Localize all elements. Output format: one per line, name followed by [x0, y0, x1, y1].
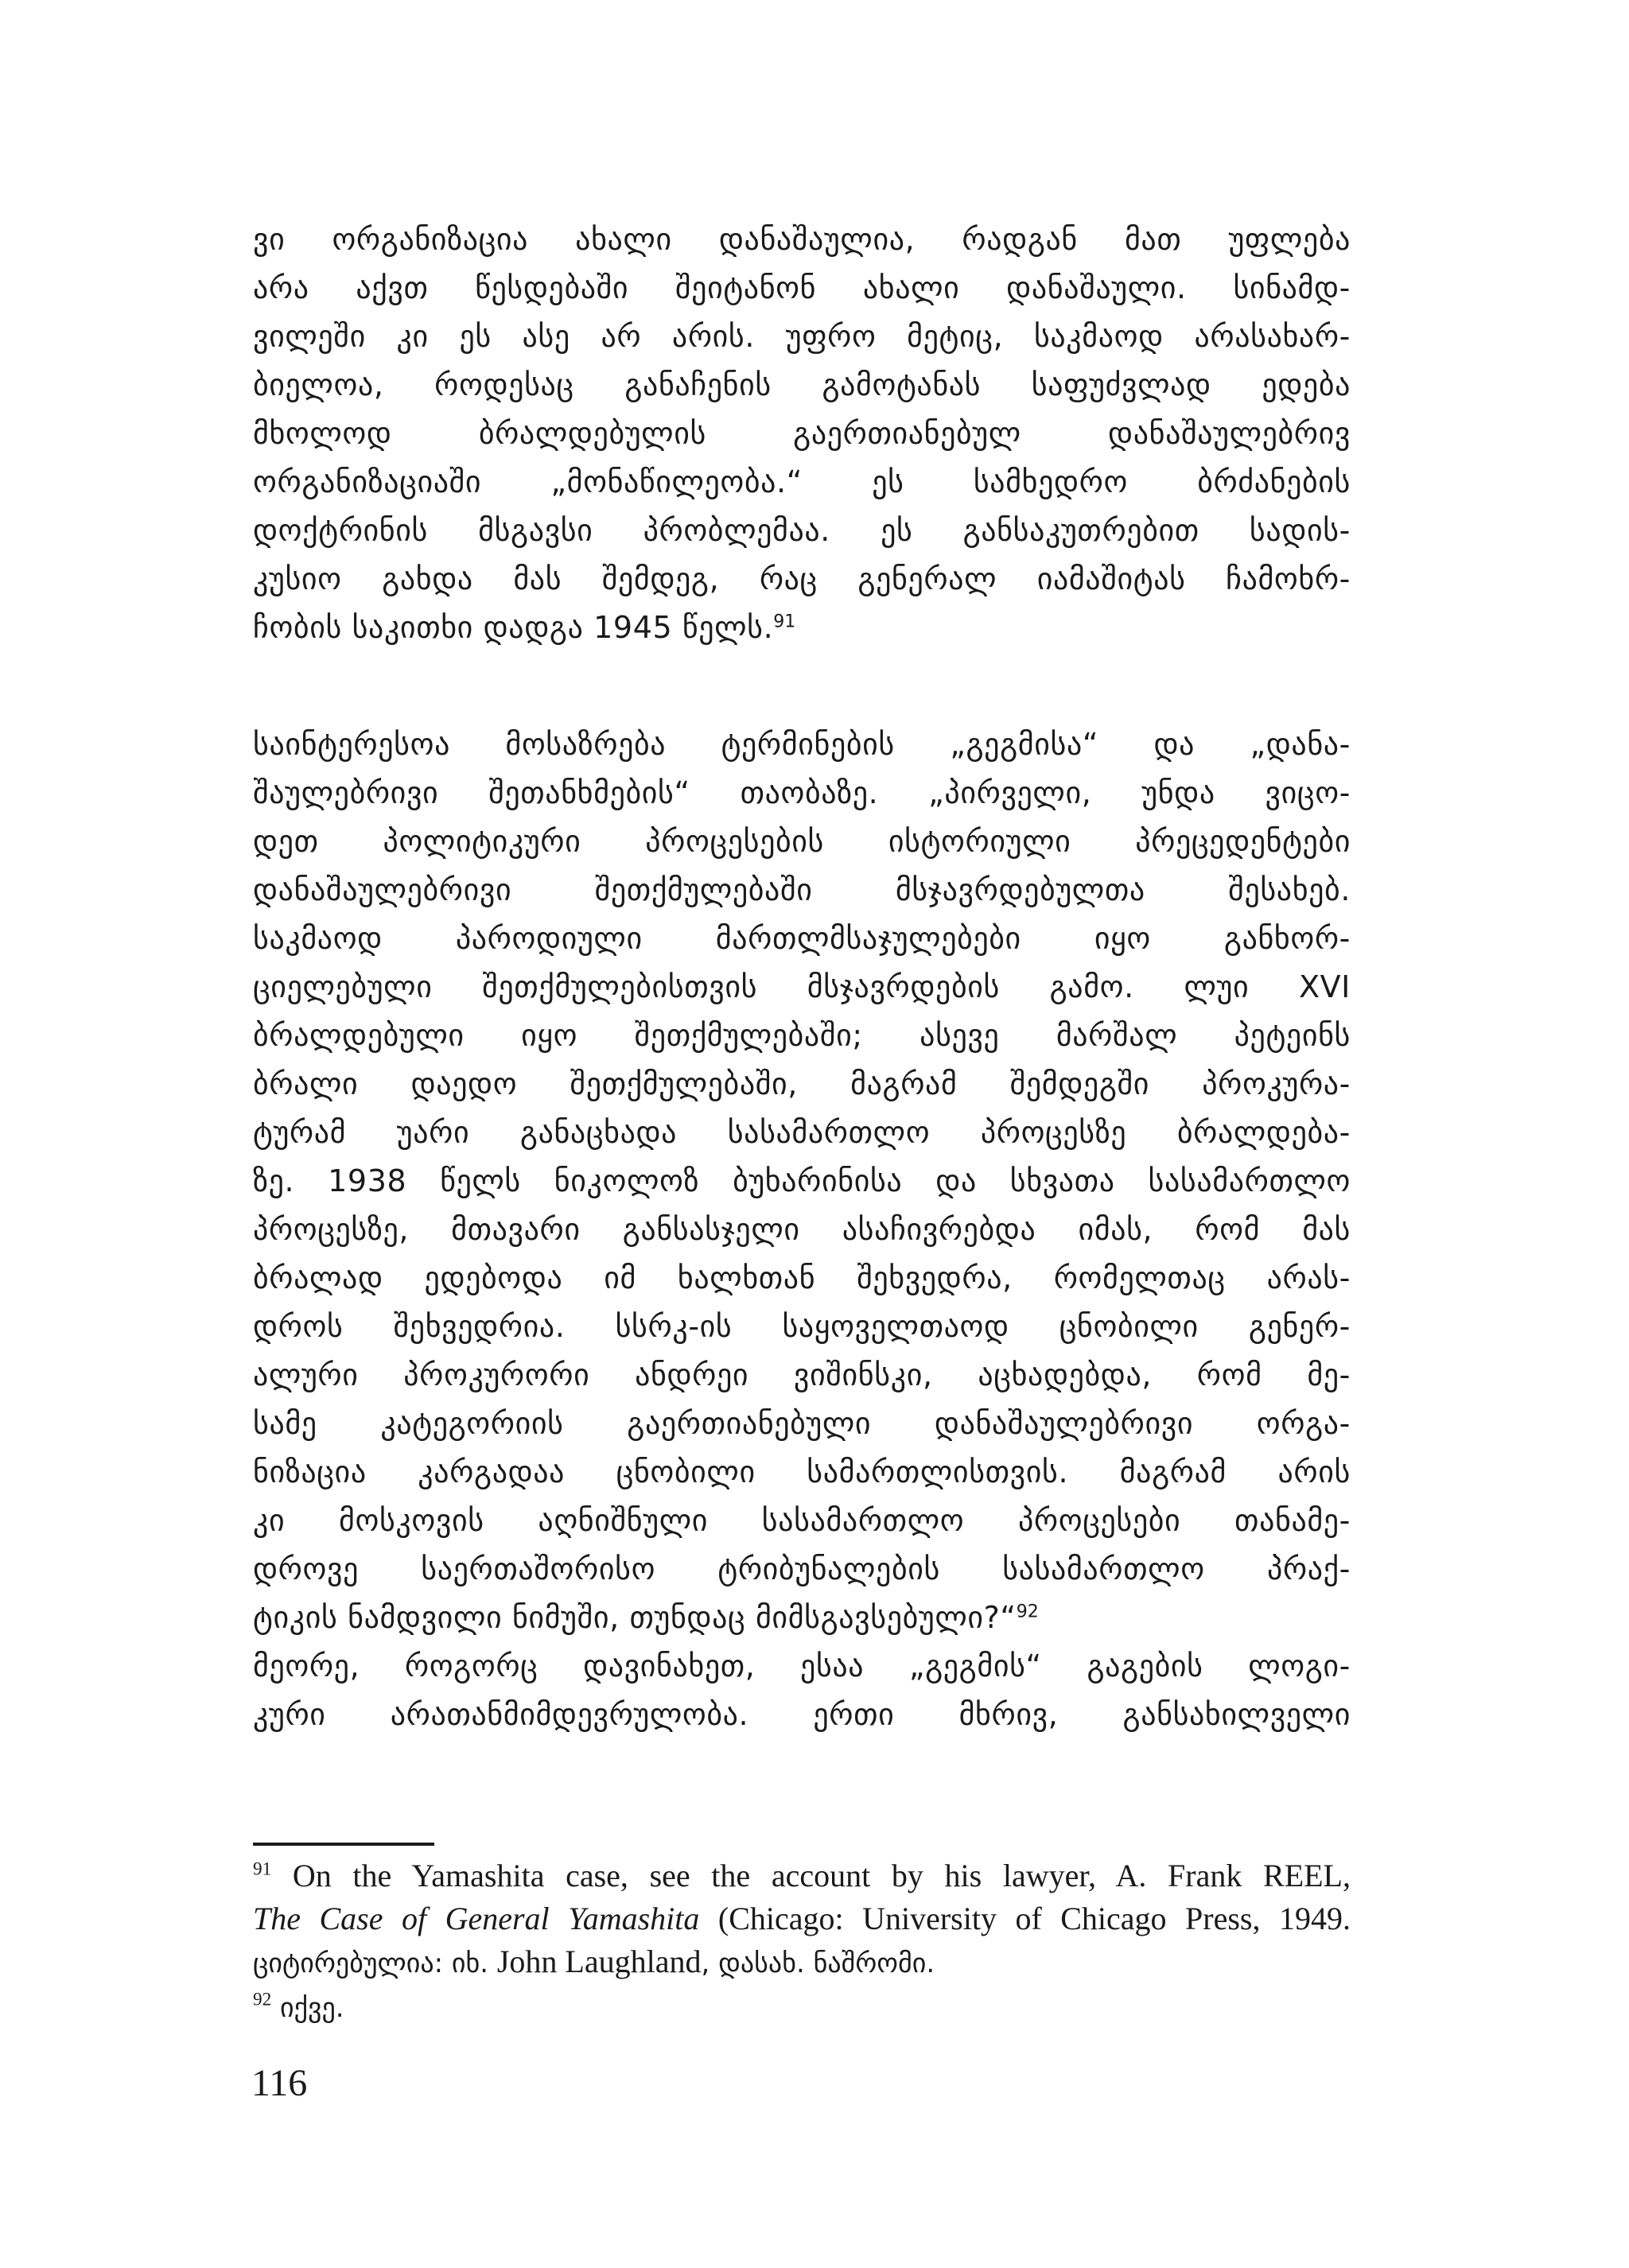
body-line-paragraph-end [253, 603, 1351, 652]
footnote-92-line [253, 1985, 1351, 2028]
footnote-text: (Chicago: University of Chicago Press, 1949. [699, 1901, 1351, 1936]
cited-book-title: The Case of General Yamashita [253, 1901, 700, 1936]
body-line: პროცესზე, მთავარი განსასჯელი ასაჩივრებდა იმას, რომ მას [253, 1212, 1351, 1247]
body-line-paragraph-end [253, 1593, 1351, 1642]
footnote-91-line [253, 1854, 1351, 1897]
cited-author: John Laughland [496, 1944, 702, 1979]
footnote-marker-91: 91 [253, 1858, 272, 1880]
body-line: ვილეში კი ეს ასე არ არის. უფრო მეტიც, საკმაოდ არასახარ- [253, 319, 1351, 354]
footnote-text: იქვე. [271, 1992, 344, 2024]
body-line: მეორე, როგორც დავინახეთ, ესაა „გეგმის“ გაგების ლოგი- [253, 1649, 1351, 1684]
body-line: ნიზაცია კარგადაა ცნობილი სამართლისთვის. მაგრამ არის [253, 1454, 1351, 1489]
body-line: ალური პროკურორი ანდრეი ვიშინსკი, აცხადებდა, რომ მე- [253, 1357, 1351, 1392]
body-line: დანაშაულებრივი შეთქმულებაში მსჯავრდებულთა შესახებ. [253, 872, 1351, 907]
footnote-marker-92: 92 [253, 1989, 272, 2010]
page-number: 116 [251, 2062, 308, 2104]
body-line: არა აქვთ წესდებაში შეიტანონ ახალი დანაშაული. სინამდ- [253, 270, 1351, 305]
body-line: დროს შეხვედრია. სსრკ-ის საყოველთაოდ ცნობილი გენერ- [253, 1309, 1351, 1344]
footnote-separator [253, 1843, 434, 1846]
body-line: ბრალდებული იყო შეთქმულებაში; ასევე მარშალ პეტეინს [253, 1018, 1351, 1053]
body-line: დეთ პოლიტიკური პროცესების ისტორიული პრეცედენტები [253, 824, 1351, 859]
body-line-text: ტიკის ნამდვილი ნიმუში, თუნდაც მიმსგავსებული?“ [253, 1600, 1017, 1635]
body-line: შაულებრივი შეთანხმების“ თაობაზე. „პირველი, უნდა ვიცო- [253, 775, 1351, 810]
body-line: ბიელოა, როდესაც განაჩენის გამოტანას საფუძვლად ედება [253, 367, 1351, 402]
footnote-text: On the Yamashita case, see the account by his lawyer, A. Frank REEL, [271, 1858, 1351, 1893]
footnote-text: , დასახ. ნაშრომი. [701, 1948, 935, 1979]
body-line: ბრალი დაედო შეთქმულებაში, მაგრამ შემდეგში პროკურა- [253, 1066, 1351, 1101]
body-line-text: ჩობის საკითხი დადგა 1945 წელს. [253, 610, 774, 645]
footnote-text: ციტირებულია: იხ. [253, 1948, 497, 1979]
body-line: დოქტრინის მსგავსი პრობლემაა. ეს განსაკუთრებით სადის- [253, 513, 1351, 548]
body-line: საკმაოდ პაროდიული მართლმსაჯულებები იყო განხორ- [253, 921, 1351, 956]
footnote-91-line [253, 1940, 1351, 1983]
body-line: სამე კატეგორიის გაერთიანებული დანაშაულებრივი ორგა- [253, 1406, 1351, 1441]
body-line: კუსიო გახდა მას შემდეგ, რაც გენერალ იამაშიტას ჩამოხრ- [253, 561, 1351, 596]
body-line: ციელებული შეთქმულებისთვის მსჯავრდების გამო. ლუი XVI [253, 969, 1351, 1004]
body-line: დროვე საერთაშორისო ტრიბუნალების სასამართლო პრაქ- [253, 1551, 1351, 1586]
body-line: საინტერესოა მოსაზრება ტერმინების „გეგმისა“ და „დანა- [253, 727, 1351, 762]
body-line: მხოლოდ ბრალდებულის გაერთიანებულ დანაშაულებრივ [253, 416, 1351, 451]
body-line: ვი ორგანიზაცია ახალი დანაშაულია, რადგან მათ უფლება [253, 222, 1351, 257]
body-line: კი მოსკოვის აღნიშნული სასამართლო პროცესები თანამე- [253, 1503, 1351, 1538]
body-line: კური არათანმიმდევრულობა. ერთი მხრივ, განსახილველი [253, 1697, 1351, 1732]
body-line: ზე. 1938 წელს ნიკოლოზ ბუხარინისა და სხვათა სასამართლო [253, 1163, 1351, 1198]
footnote-reference-92[interactable]: 92 [1016, 1602, 1039, 1622]
body-line: ორგანიზაციაში „მონაწილეობა.“ ეს სამხედრო ბრძანების [253, 464, 1351, 499]
body-line: ბრალად ედებოდა იმ ხალხთან შეხვედრა, რომელთაც არას- [253, 1260, 1351, 1295]
footnote-91-line [253, 1897, 1351, 1940]
body-line: ტურამ უარი განაცხადა სასამართლო პროცესზე ბრალდება- [253, 1115, 1351, 1150]
footnote-reference-91[interactable]: 91 [773, 612, 796, 632]
